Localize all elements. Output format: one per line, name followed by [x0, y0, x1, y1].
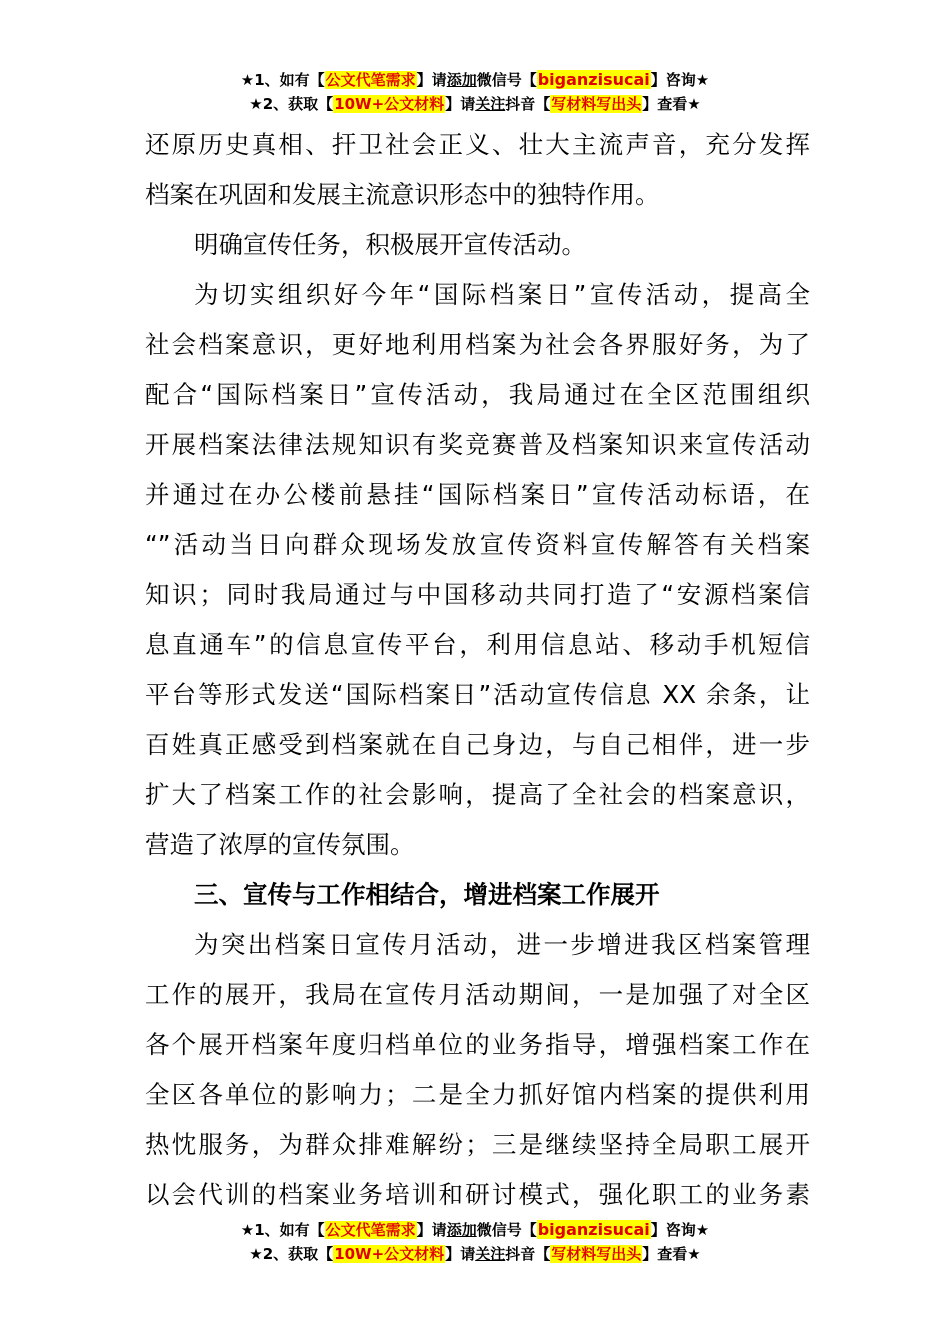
- highlight-wechat-id: biganzisucai: [537, 1220, 650, 1239]
- body-line: 息直通车”的信息宣传平台，利用信息站、移动手机短信: [145, 630, 810, 659]
- banner-text: 微信号【: [476, 71, 537, 89]
- banner-line-1: [0, 1218, 950, 1242]
- banner-text: 】查看★: [642, 95, 701, 113]
- body-line: 扩大了档案工作的社会影响，提高了全社会的档案意识，: [145, 780, 810, 809]
- banner-text: 】请: [416, 1221, 447, 1239]
- banner-underlined: 关注: [475, 1245, 506, 1263]
- banner-text: 】请: [445, 1245, 476, 1263]
- body-line: 全区各单位的影响力；二是全力抓好馆内档案的提供利用: [145, 1080, 810, 1109]
- banner-text: 】请: [416, 71, 447, 89]
- body-line: 配合“国际档案日”宣传活动，我局通过在全区范围组织: [145, 380, 810, 409]
- body-line: 开展档案法律法规知识有奖竞赛普及档案知识来宣传活动: [145, 430, 810, 459]
- highlight-service: 公文代笔需求: [325, 71, 416, 89]
- banner-underlined: 添加: [446, 1221, 477, 1239]
- body-line: 百姓真正感受到档案就在自己身边，与自己相伴，进一步: [145, 730, 810, 759]
- banner-text: 】请: [445, 95, 476, 113]
- highlight-douyin: 写材料写出头: [551, 95, 642, 113]
- banner-text: 微信号【: [476, 1221, 537, 1239]
- highlight-wechat-id: biganzisucai: [537, 70, 650, 89]
- body-line: 知识；同时我局通过与中国移动共同打造了“安源档案信: [145, 580, 810, 609]
- body-line: 平台等形式发送“国际档案日”活动宣传信息 XX 余条，让: [145, 680, 810, 709]
- highlight-materials: 10W+公文材料: [334, 1245, 445, 1263]
- banner-underlined: 添加: [446, 71, 477, 89]
- body-line: 为突出档案日宣传月活动，进一步增进我区档案管理: [194, 930, 810, 959]
- body-line: 并通过在办公楼前悬挂“国际档案日”宣传活动标语，在: [145, 480, 810, 509]
- banner-text: 】查看★: [642, 1245, 701, 1263]
- banner-text: 抖音【: [505, 95, 551, 113]
- top-banner: [0, 68, 950, 116]
- body-line: 还原历史真相、扞卫社会正义、壮大主流声音，充分发挥: [145, 130, 810, 159]
- body-line: 工作的展开，我局在宣传月活动期间，一是加强了对全区: [145, 980, 810, 1009]
- banner-line-2: [0, 1242, 950, 1266]
- highlight-douyin: 写材料写出头: [551, 1245, 642, 1263]
- banner-text: ★2、获取【: [249, 1245, 334, 1263]
- bottom-banner: [0, 1218, 950, 1266]
- body-line: 热忱服务，为群众排难解纷；三是继续坚持全局职工展开: [145, 1130, 810, 1159]
- banner-line-1: [0, 68, 950, 92]
- body-line: “”活动当日向群众现场发放宣传资料宣传解答有关档案: [145, 530, 810, 559]
- body-line: 社会档案意识，更好地利用档案为社会各界服好务，为了: [145, 330, 810, 359]
- body-line: 以会代训的档案业务培训和研讨模式，强化职工的业务素: [145, 1180, 810, 1209]
- body-line: 为切实组织好今年“国际档案日”宣传活动，提高全: [194, 280, 810, 309]
- body-line: 档案在巩固和发展主流意识形态中的独特作用。: [145, 180, 660, 209]
- banner-text: 抖音【: [505, 1245, 551, 1263]
- banner-text: 】咨询★: [650, 1221, 710, 1239]
- banner-text: 】咨询★: [650, 71, 710, 89]
- banner-text: ★2、获取【: [249, 95, 334, 113]
- section-heading: 三、宣传与工作相结合，增进档案工作展开: [194, 880, 660, 909]
- highlight-service: 公文代笔需求: [325, 1221, 416, 1239]
- highlight-materials: 10W+公文材料: [334, 95, 445, 113]
- banner-underlined: 关注: [475, 95, 506, 113]
- banner-line-2: [0, 92, 950, 116]
- body-line: 各个展开档案年度归档单位的业务指导，增强档案工作在: [145, 1030, 810, 1059]
- document-body: [145, 120, 810, 1220]
- subheading-line: 明确宣传任务，积极展开宣传活动。: [194, 230, 586, 259]
- banner-text: ★1、如有【: [240, 1221, 325, 1239]
- body-line: 营造了浓厚的宣传氛围。: [145, 830, 415, 859]
- banner-text: ★1、如有【: [240, 71, 325, 89]
